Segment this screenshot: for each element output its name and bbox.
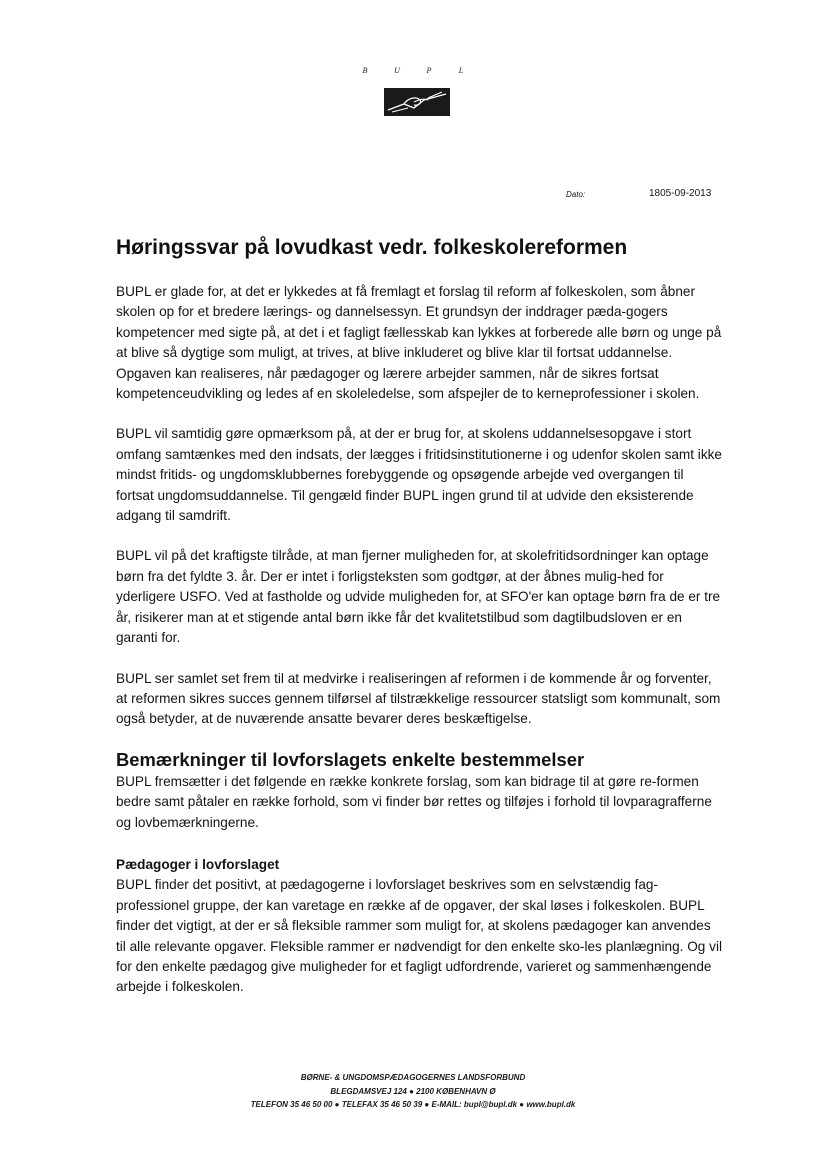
- footer-address: BLEGDAMSVEJ 124 ● 2100 KØBENHAVN Ø: [330, 1086, 496, 1096]
- footer: [0, 1071, 826, 1112]
- letterhead-letters: [0, 66, 826, 78]
- handshake-logo-icon: [384, 88, 450, 116]
- document-body: [116, 236, 722, 998]
- letterhead-letter: U: [394, 66, 400, 75]
- section-text: BUPL fremsætter i det følgende en række konkrete forslag, som kan bidrage til at gøre re-formen bedre samt påtaler en række forhold, som vi finder bør rettes og tilføjes i forhold til lovparagrafferne og lovbemærkningerne.: [116, 773, 712, 830]
- letterhead-letter: B: [362, 66, 368, 75]
- paragraph-cooperation: BUPL vil samtidig gøre opmærksom på, at der er brug for, at skolens uddannelsesopgave i stort omfang samtænkes med den indsats, der lægges i fritidsinstitutionerne i og udenfor skolen samt ikke mindst fritids- og ungdomsklubbernes forebyggende og opsøgende arbejde ved overgangen til fortsat ungdomsuddannelse. Til gengæld finder BUPL ingen grund til at udvide den eksisterende adgang til samdrift.: [116, 426, 722, 524]
- letterhead-letter: P: [426, 66, 432, 75]
- subsection-heading: Pædagoger i lovforslaget: [116, 856, 280, 872]
- date-value: 1805-09-2013: [649, 188, 712, 199]
- section-heading: Bemærkninger til lovforslagets enkelte bestemmelser: [116, 748, 585, 770]
- letterhead-letter: L: [458, 66, 464, 75]
- handshake-logo-graphic: [384, 88, 450, 116]
- letterhead: [0, 66, 826, 78]
- paragraph-usfo: BUPL vil på det kraftigste tilråde, at man fjerner muligheden for, at skolefritidsordninger kan optage børn fra det fyldte 3. år. Der er intet i forligsteksten som godtgør, at der åbnes mulig-hed for yderligere USFO. Ved at fastholde og udvide muligheden for, at SFO'er kan optage børn fra de er tre år, risikerer man at et stigende antal børn ikke får det kvalitetstilbud som dagtilbudsloven er en garanti for.: [116, 548, 721, 646]
- date-row: [0, 188, 826, 202]
- paragraph-outlook: BUPL ser samlet set frem til at medvirke i realiseringen af reformen i de kommende år og forventer, at reformen sikres succes gennem tilførsel af tilstrækkelige ressourcer statsligt som kommunalt, som også betyder, at de nuværende ansatte bevarer deres beskæftigelse.: [116, 670, 721, 727]
- footer-organization: BØRNE- & UNGDOMSPÆDAGOGERNES LANDSFORBUND: [300, 1073, 526, 1082]
- subsection-text: BUPL finder det positivt, at pædagogerne i lovforslaget beskrives som en selvstændig fag-professionel gruppe, der kan varetage en række af de opgaver, der skal løses i folkeskolen. BUPL finder det vigtigt, at der er så fleksible rammer som muligt for, at skolens pædagoger kan anvendes til alle relevante opgaver. Fleksible rammer er nødvendigt for den enkelte sko-les planlægning. Og vil for den enkelte pædagog give muligheder for et fagligt udfordrende, varieret og sammenhængende arbejde i folkeskolen.: [116, 877, 722, 995]
- paragraph-intro-continued: Opgaven kan realiseres, når pædagoger og lærere arbejder sammen, når de sikres fortsat kompetenceudvikling og ledes af en skoleledelse, som afspejler de to kerneprofessioner i skolen.: [116, 365, 700, 402]
- document-title: Høringssvar på lovudkast vedr. folkeskolereformen: [116, 236, 628, 259]
- footer-contact: TELEFON 35 46 50 00 ● TELEFAX 35 46 50 39 ● E-MAIL: bupl@bupl.dk ● www.bupl.dk: [250, 1100, 576, 1109]
- date-label: Dato:: [566, 190, 586, 199]
- paragraph-intro: BUPL er glade for, at det er lykkedes at få fremlagt et forslag til reform af folkeskolen, som åbner skolen op for et bredere lærings- og dannelsessyn. Et grundsyn der inddrager pæda-gogers kompetencer med sigte på, at det i et fagligt fællesskab kan lykkes at forberede alle børn og unge på at blive så dygtige som muligt, at trives, at blive inkluderet og blive klar til fortsat uddannelse.: [116, 284, 722, 361]
